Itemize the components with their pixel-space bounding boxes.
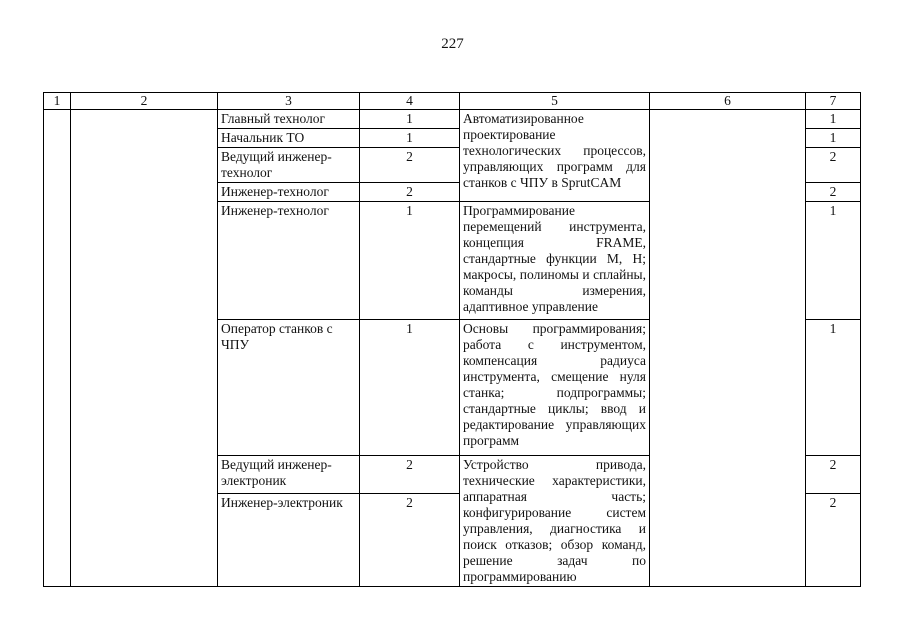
position-cell: Инженер-технолог	[218, 183, 360, 202]
topic-cell: Устройство привода, технические характеристики, аппаратная часть; конфигурирование систем управления, диагностика и поиск отказов; обзор команд, решение задач по программированию	[460, 456, 650, 587]
header-col-1: 1	[44, 93, 71, 110]
header-col-3: 3	[218, 93, 360, 110]
count-cell: 1	[360, 129, 460, 148]
count-cell: 1	[360, 320, 460, 456]
hours-cell: 2	[806, 494, 861, 587]
hours-cell: 1	[806, 129, 861, 148]
count-cell: 2	[360, 494, 460, 587]
position-cell: Главный технолог	[218, 110, 360, 129]
header-col-2: 2	[71, 93, 218, 110]
count-cell: 2	[360, 456, 460, 494]
position-cell: Инженер-электроник	[218, 494, 360, 587]
count-cell: 1	[360, 202, 460, 320]
hours-cell: 2	[806, 183, 861, 202]
hours-cell: 1	[806, 202, 861, 320]
header-col-5: 5	[460, 93, 650, 110]
count-cell: 1	[360, 110, 460, 129]
topic-cell: Основы программирования; работа с инструментом, компенсация радиуса инструмента, смещение нуля станка; подпрограммы; стандартные циклы; ввод и редактирование управляющих программ	[460, 320, 650, 456]
position-cell: Ведущий инженер-электроник	[218, 456, 360, 494]
header-row	[44, 93, 861, 110]
position-cell: Начальник ТО	[218, 129, 360, 148]
topic-cell: Программирование перемещений инструмента, концепция FRAME, стандартные функции M, H; макросы, полиномы и сплайны, команды измерения, адаптивное управление	[460, 202, 650, 320]
header-col-4: 4	[360, 93, 460, 110]
col1-cell	[44, 110, 71, 587]
hours-cell: 1	[806, 110, 861, 129]
hours-cell: 2	[806, 456, 861, 494]
count-cell: 2	[360, 183, 460, 202]
position-cell: Оператор станков с ЧПУ	[218, 320, 360, 456]
hours-cell: 1	[806, 320, 861, 456]
training-table	[43, 92, 861, 587]
header-col-7: 7	[806, 93, 861, 110]
table-row	[44, 110, 861, 129]
position-cell: Ведущий инженер-технолог	[218, 148, 360, 183]
col6-cell	[650, 110, 806, 587]
col2-cell	[71, 110, 218, 587]
position-cell: Инженер-технолог	[218, 202, 360, 320]
page-number: 227	[441, 36, 464, 52]
topic-cell: Автоматизированное проектирование технологических процессов, управляющих программ для станков с ЧПУ в SprutCAM	[460, 110, 650, 202]
count-cell: 2	[360, 148, 460, 183]
hours-cell: 2	[806, 148, 861, 183]
header-col-6: 6	[650, 93, 806, 110]
